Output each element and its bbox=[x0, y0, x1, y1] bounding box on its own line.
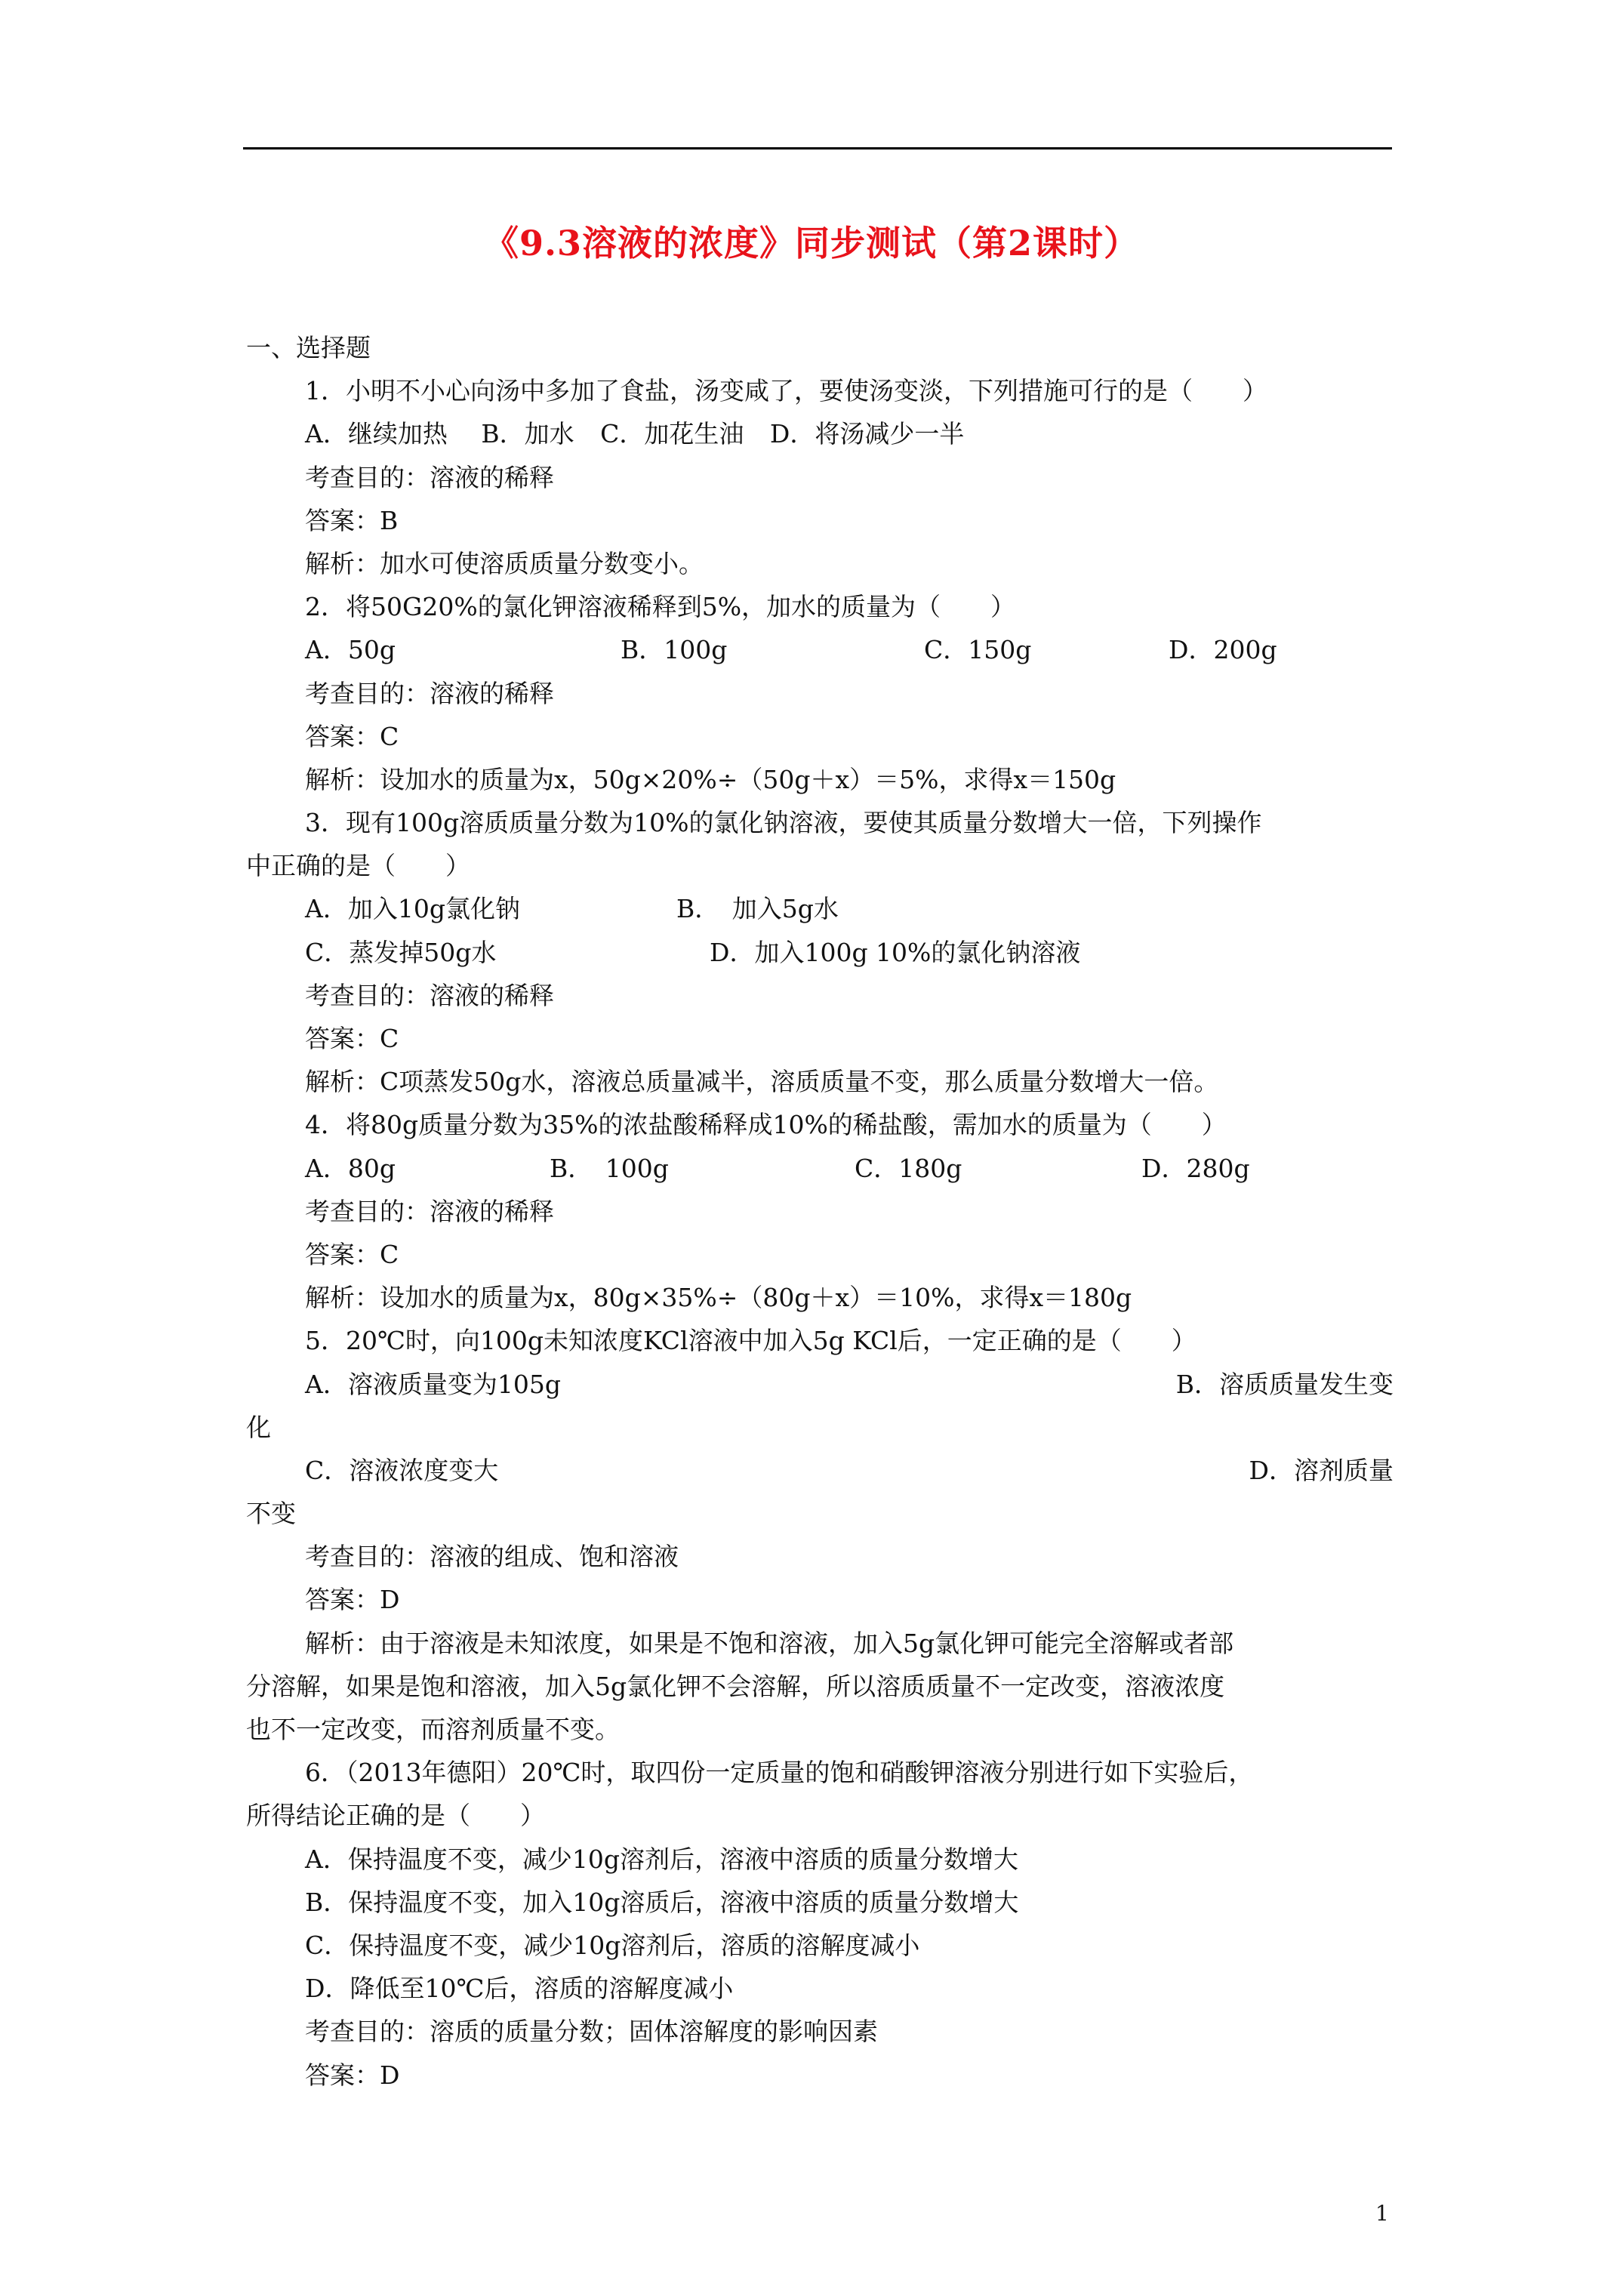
question-answer: 答案：C bbox=[305, 1239, 399, 1269]
option: C．溶液浓度变大 bbox=[305, 1455, 499, 1485]
page-title: 《9.3溶液的浓度》同步测试（第2课时） bbox=[483, 223, 1140, 264]
question-purpose: 考查目的：溶液的稀释 bbox=[305, 980, 554, 1010]
question-stem-continued: 中正确的是（ ） bbox=[246, 851, 470, 881]
question-analysis: 解析：设加水的质量为x，80g×35%÷（80g＋x）＝10%，求得x＝180g bbox=[305, 1283, 1132, 1313]
option: C．加花生油 bbox=[600, 419, 744, 449]
option: D．溶剂质量 bbox=[1249, 1455, 1394, 1485]
question-stem: 1．小明不小心向汤中多加了食盐，汤变咸了，要使汤变淡，下列措施可行的是（ ） bbox=[305, 376, 1267, 406]
question-answer: 答案：C bbox=[305, 1024, 399, 1053]
question-analysis-continued: 分溶解，如果是饱和溶液，加入5g氯化钾不会溶解，所以溶质质量不一定改变，溶液浓度 bbox=[246, 1671, 1225, 1701]
option: B． 加入5g水 bbox=[676, 894, 839, 924]
question-stem: 4．将80g质量分数为35%的浓盐酸稀释成10%的稀盐酸，需加水的质量为（ ） bbox=[305, 1110, 1227, 1140]
option: D．280g bbox=[1141, 1153, 1250, 1183]
option: D．200g bbox=[1169, 635, 1277, 665]
question-options bbox=[246, 1449, 1394, 1492]
question-answer: 答案：D bbox=[305, 1585, 400, 1615]
option: C．蒸发掉50g水 bbox=[305, 937, 497, 967]
question-options bbox=[246, 1363, 1394, 1406]
option: A．80g bbox=[305, 1153, 396, 1183]
question-stem: 3．现有100g溶质质量分数为10%的氯化钠溶液，要使其质量分数增大一倍，下列操作 bbox=[305, 808, 1262, 838]
question-stem: 6．（2013年德阳）20℃时，取四份一定质量的饱和硝酸钾溶液分别进行如下实验后， bbox=[305, 1758, 1254, 1788]
option: B． 100g bbox=[550, 1153, 669, 1183]
question-analysis-continued: 也不一定改变，而溶剂质量不变。 bbox=[246, 1715, 620, 1744]
option-wrap: 不变 bbox=[246, 1499, 296, 1529]
option: D．加入100g 10%的氯化钠溶液 bbox=[710, 937, 1081, 967]
question-stem: 2．将50G20%的氯化钾溶液稀释到5%，加水的质量为（ ） bbox=[305, 592, 1016, 622]
option: A．保持温度不变，减少10g溶剂后，溶液中溶质的质量分数增大 bbox=[305, 1844, 1018, 1874]
question-analysis: 解析：C项蒸发50g水，溶液总质量减半，溶质质量不变，那么质量分数增大一倍。 bbox=[305, 1067, 1219, 1097]
question-answer: 答案：C bbox=[305, 721, 399, 751]
question-analysis: 解析：设加水的质量为x，50g×20%÷（50g＋x）＝5%，求得x＝150g bbox=[305, 764, 1116, 794]
option: B．保持温度不变，加入10g溶质后，溶液中溶质的质量分数增大 bbox=[305, 1887, 1019, 1917]
option-wrap: 化 bbox=[246, 1412, 271, 1442]
document-body bbox=[246, 326, 1394, 2097]
question-options bbox=[246, 1147, 1394, 1190]
header-rule bbox=[243, 147, 1392, 149]
option: A．加入10g氯化钠 bbox=[305, 894, 520, 924]
question-purpose: 考查目的：溶质的质量分数；固体溶解度的影响因素 bbox=[305, 2017, 878, 2047]
question-stem-continued: 所得结论正确的是（ ） bbox=[246, 1801, 545, 1831]
option: A．溶液质量变为105g bbox=[305, 1369, 561, 1399]
option: C．150g bbox=[924, 635, 1032, 665]
question-options bbox=[246, 412, 1394, 455]
option: D．降低至10℃后，溶质的溶解度减小 bbox=[305, 1974, 734, 2004]
question-answer: 答案：D bbox=[305, 2060, 400, 2090]
question-stem: 5．20℃时，向100g未知浓度KCl溶液中加入5g KCl后，一定正确的是（ ） bbox=[305, 1326, 1196, 1356]
section-heading: 一、选择题 bbox=[246, 333, 371, 362]
option: B．加水 bbox=[481, 419, 574, 449]
option: A．50g bbox=[305, 635, 396, 665]
question-analysis: 解析：由于溶液是未知浓度，如果是不饱和溶液，加入5g氯化钾可能完全溶解或者部 bbox=[305, 1628, 1234, 1658]
question-options bbox=[246, 931, 1394, 974]
question-analysis: 解析：加水可使溶质质量分数变小。 bbox=[305, 548, 704, 578]
question-options bbox=[246, 887, 1394, 930]
page-number: 1 bbox=[1375, 2201, 1389, 2226]
question-answer: 答案：B bbox=[305, 505, 399, 535]
question-purpose: 考查目的：溶液的组成、饱和溶液 bbox=[305, 1542, 679, 1572]
question-purpose: 考查目的：溶液的稀释 bbox=[305, 462, 554, 492]
option: C．保持温度不变，减少10g溶剂后，溶质的溶解度减小 bbox=[305, 1930, 920, 1960]
question-options bbox=[246, 628, 1394, 671]
question-purpose: 考查目的：溶液的稀释 bbox=[305, 678, 554, 708]
question-purpose: 考查目的：溶液的稀释 bbox=[305, 1196, 554, 1226]
option: D．将汤减少一半 bbox=[769, 419, 965, 449]
option: C．180g bbox=[855, 1153, 962, 1183]
option: B．溶质质量发生变 bbox=[1175, 1369, 1394, 1399]
option: B．100g bbox=[621, 635, 728, 665]
option: A．继续加热 bbox=[305, 419, 448, 449]
